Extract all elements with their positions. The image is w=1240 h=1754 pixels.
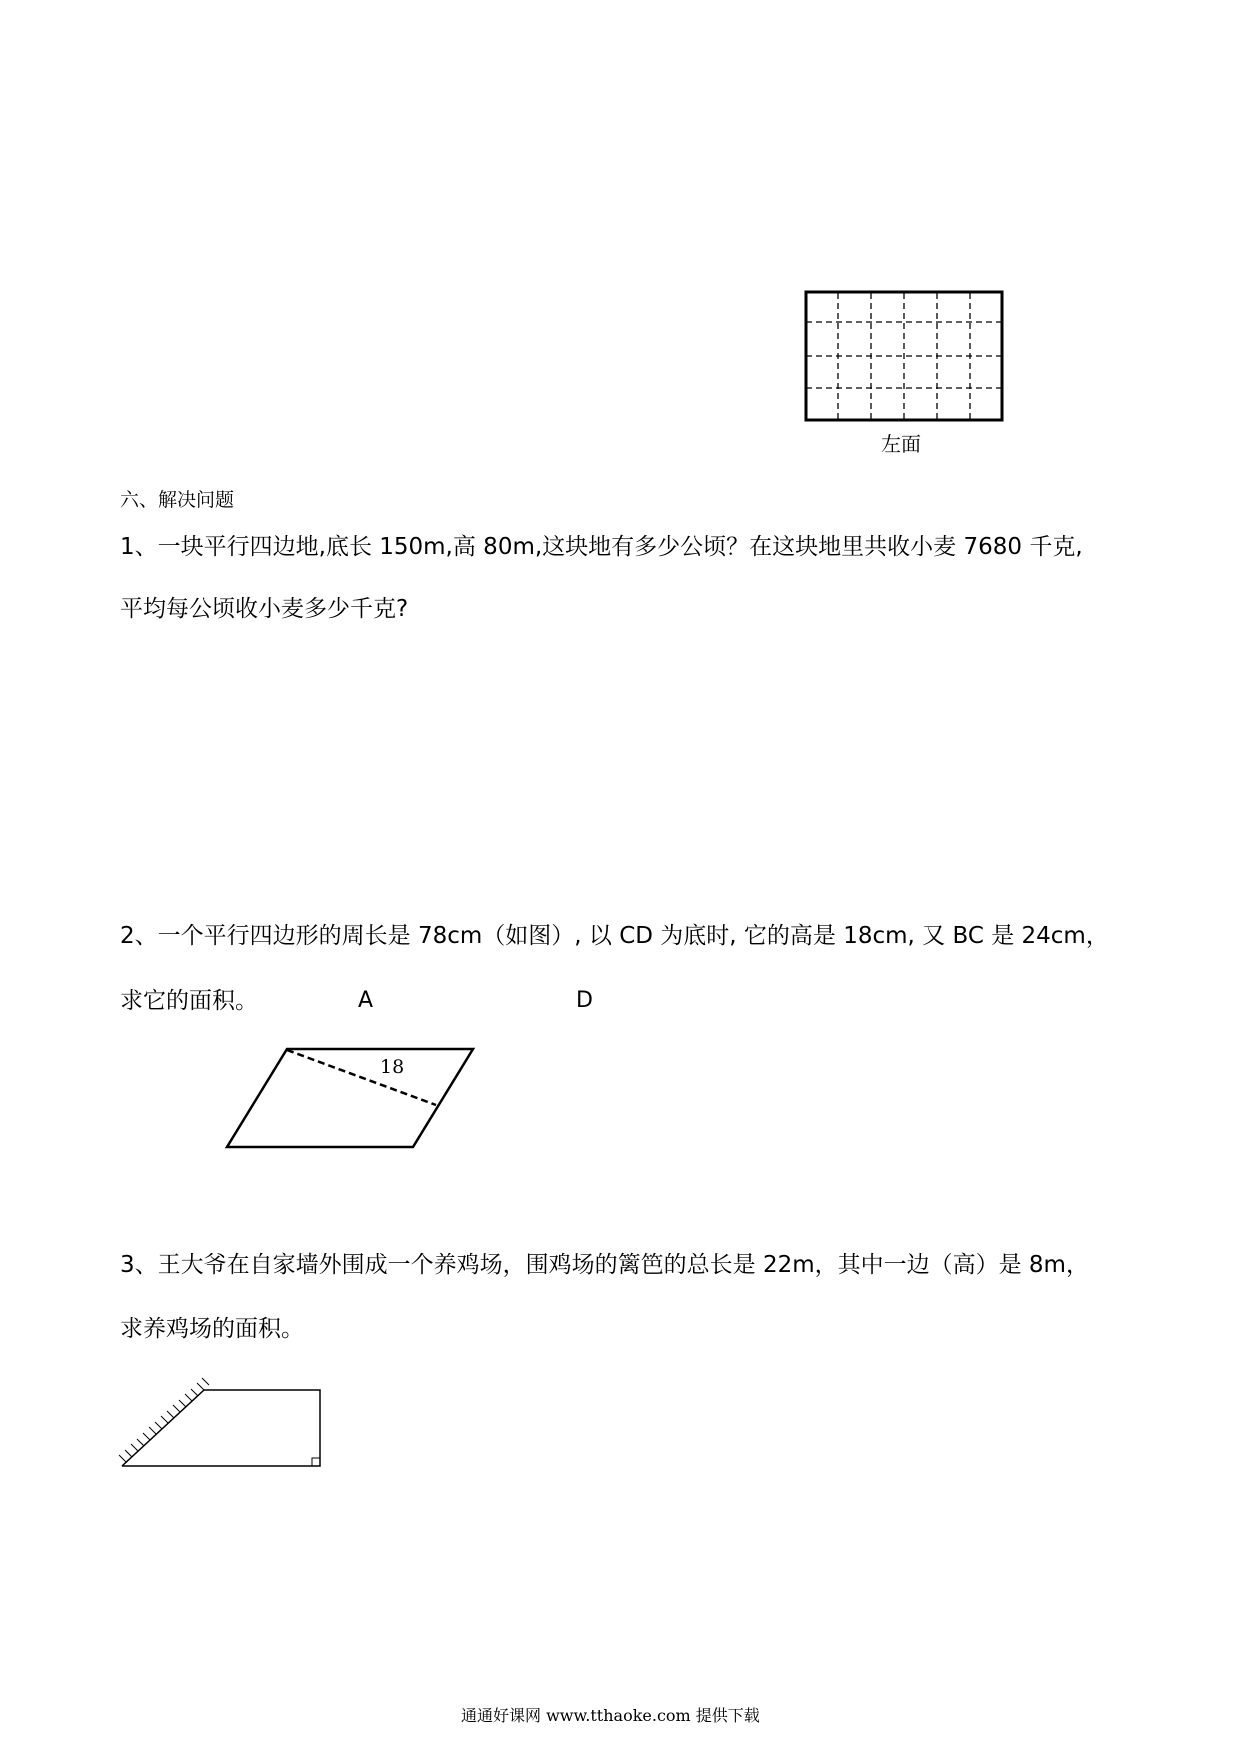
vertex-a-label: A [358,988,374,1013]
problem-1-line-1: 1、一块平行四边地,底长 150m,高 80m,这块地有多少公顷？在这块地里共收小麦 7680 千克, [120,534,1083,560]
problem-2-line-1: 2、一个平行四边形的周长是 78cm（如图）, 以 CD 为底时, 它的高是 18cm, 又 BC 是 24cm， [120,923,1109,949]
height-label: 18 [380,1056,405,1078]
problem-1-line-2: 平均每公顷收小麦多少千克? [120,596,409,622]
problem-3-line-1: 3、王大爷在自家墙外围成一个养鸡场，围鸡场的篱笆的总长是 22m，其中一边（高）是 8m， [120,1252,1089,1278]
grid-caption: 左面 [881,432,921,456]
problem-2-line-2: 求它的面积。 [120,988,258,1014]
section-title: 六、解决问题 [120,489,235,511]
vertex-d-label: D [576,988,593,1013]
problem-3-line-2: 求养鸡场的面积。 [120,1316,304,1342]
footer-credit: 通通好课网 www.tthaoke.com 提供下载 [461,1706,760,1725]
